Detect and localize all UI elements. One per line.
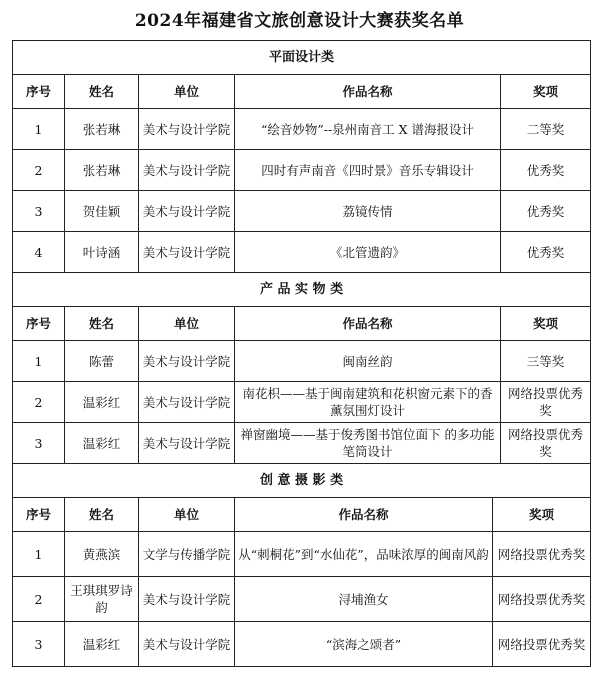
cell-name: 王琪琪罗诗韵 [65,577,139,622]
cell-unit: 美术与设计学院 [139,423,235,464]
cell-award: 网络投票优秀奖 [493,622,591,667]
cell-no: 3 [13,423,65,464]
cell-unit: 美术与设计学院 [139,109,235,150]
cell-name: 张若琳 [65,150,139,191]
table-row [13,423,591,464]
header-unit: 单位 [139,498,235,532]
cell-unit: 美术与设计学院 [139,382,235,423]
cell-work: 南花枳——基于闽南建筑和花枳窗元素下的香薰氛围灯设计 [235,382,501,423]
cell-name: 温彩红 [65,622,139,667]
cell-award: 二等奖 [501,109,591,150]
cell-name: 贺佳颖 [65,191,139,232]
table-row [13,577,591,622]
cell-unit: 美术与设计学院 [139,622,235,667]
section-header-graphic-design [13,41,591,75]
cell-award: 网络投票优秀奖 [493,532,591,577]
cell-award: 优秀奖 [501,232,591,273]
table-row [13,341,591,382]
cell-award: 网络投票优秀奖 [493,577,591,622]
table-header-row [13,75,591,109]
cell-work: 禅窗幽境——基于俊秀图书馆位面下 的多功能笔筒设计 [235,423,501,464]
cell-unit: 美术与设计学院 [139,577,235,622]
cell-work: 《北管遗韵》 [235,232,501,273]
table-row [13,150,591,191]
cell-no: 2 [13,150,65,191]
cell-work: 浔埔渔女 [235,577,493,622]
header-award: 奖项 [501,307,591,341]
cell-no: 4 [13,232,65,273]
awards-table [12,40,591,667]
page-title: 2024年福建省文旅创意设计大赛获奖名单 [134,11,465,31]
table-header-row [13,307,591,341]
cell-work: 荔镜传情 [235,191,501,232]
header-no: 序号 [13,307,65,341]
cell-name: 温彩红 [65,382,139,423]
header-unit: 单位 [139,307,235,341]
cell-award: 网络投票优秀奖 [501,423,591,464]
cell-work: “滨海之颂者” [235,622,493,667]
section-header-photography [13,464,591,498]
cell-name: 温彩红 [65,423,139,464]
section-title: 创 意 摄 影 类 [13,464,591,498]
cell-no: 1 [13,109,65,150]
cell-unit: 美术与设计学院 [139,341,235,382]
header-name: 姓名 [65,498,139,532]
cell-name: 张若琳 [65,109,139,150]
cell-work: “绘音妙物”--泉州南音工 X 谱海报设计 [235,109,501,150]
table-row [13,232,591,273]
cell-unit: 美术与设计学院 [139,191,235,232]
cell-no: 1 [13,341,65,382]
cell-work: 四时有声南音《四时景》音乐专辑设计 [235,150,501,191]
header-name: 姓名 [65,307,139,341]
table-header-row [13,498,591,532]
header-name: 姓名 [65,75,139,109]
cell-no: 3 [13,191,65,232]
table-row [13,109,591,150]
cell-no: 1 [13,532,65,577]
cell-unit: 美术与设计学院 [139,232,235,273]
cell-award: 三等奖 [501,341,591,382]
header-no: 序号 [13,75,65,109]
cell-name: 叶诗涵 [65,232,139,273]
cell-award: 优秀奖 [501,150,591,191]
header-work: 作品名称 [235,307,501,341]
cell-award: 网络投票优秀奖 [501,382,591,423]
cell-no: 2 [13,577,65,622]
cell-unit: 美术与设计学院 [139,150,235,191]
header-unit: 单位 [139,75,235,109]
section-title: 产 品 实 物 类 [13,273,591,307]
table-row [13,532,591,577]
cell-name: 黄燕滨 [65,532,139,577]
cell-award: 优秀奖 [501,191,591,232]
cell-name: 陈蕾 [65,341,139,382]
header-no: 序号 [13,498,65,532]
cell-work: 从“刺桐花”到“水仙花”，品味浓厚的闽南风韵 [235,532,493,577]
cell-unit: 文学与传播学院 [139,532,235,577]
table-row [13,622,591,667]
section-header-product [13,273,591,307]
section-title: 平面设计类 [13,41,591,75]
table-row [13,382,591,423]
cell-work: 闽南丝韵 [235,341,501,382]
table-row [13,191,591,232]
header-work: 作品名称 [235,75,501,109]
cell-no: 3 [13,622,65,667]
header-award: 奖项 [501,75,591,109]
header-work: 作品名称 [235,498,493,532]
header-award: 奖项 [493,498,591,532]
cell-no: 2 [13,382,65,423]
